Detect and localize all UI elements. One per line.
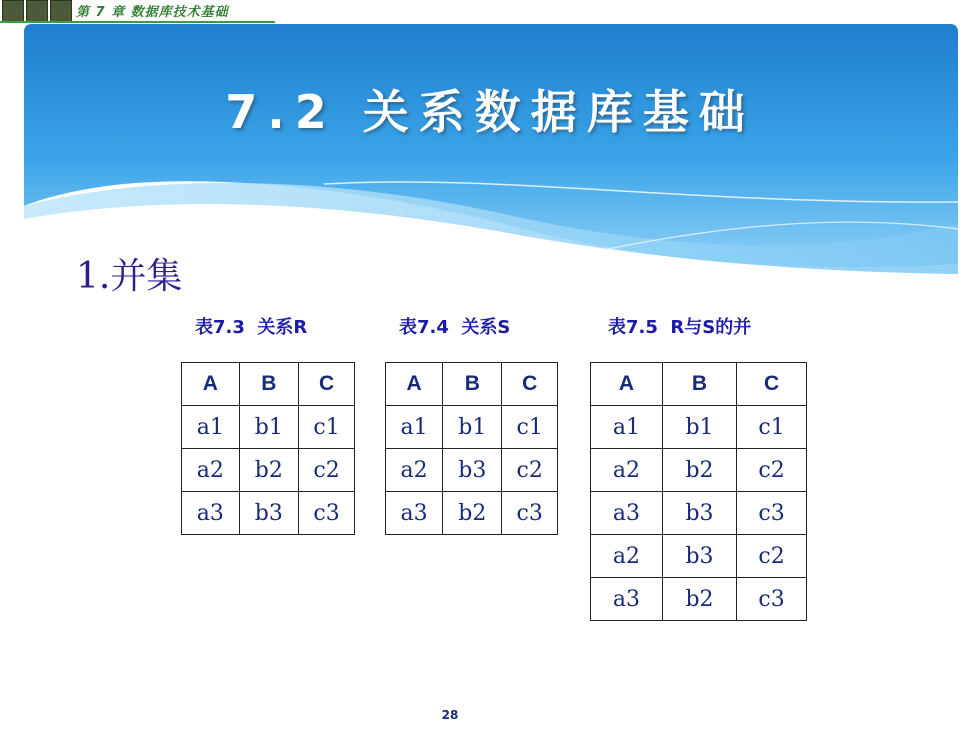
table-caption-union: 表7.5 R与S的并 <box>608 317 752 338</box>
table-cell: b1 <box>239 406 299 449</box>
column-header: A <box>182 363 240 406</box>
table-cell: a2 <box>182 449 240 492</box>
table-row <box>182 492 355 535</box>
slide-title: 7.2 关系数据库基础 <box>225 85 755 139</box>
table-cell: a3 <box>386 492 443 535</box>
table-cell: b3 <box>239 492 299 535</box>
header-strip <box>0 0 280 22</box>
table-cell: c2 <box>737 535 807 578</box>
section-heading: 1.并集 <box>76 256 183 297</box>
table-cell: a2 <box>591 535 663 578</box>
table-row <box>591 449 807 492</box>
table-cell: c1 <box>502 406 558 449</box>
table-cell: c3 <box>299 492 355 535</box>
table-cell: a3 <box>591 578 663 621</box>
table-cell: b1 <box>662 406 736 449</box>
chapter-title: 第 7 章 数据库技术基础 <box>76 5 229 20</box>
column-header: C <box>502 363 558 406</box>
table-cell: b1 <box>443 406 502 449</box>
table-cell: c3 <box>737 492 807 535</box>
table-cell: b2 <box>662 578 736 621</box>
table-row <box>182 449 355 492</box>
table-cell: b2 <box>443 492 502 535</box>
table-cell: c1 <box>299 406 355 449</box>
table-cell: c2 <box>737 449 807 492</box>
column-header: C <box>299 363 355 406</box>
table-cell: b2 <box>239 449 299 492</box>
column-header: B <box>443 363 502 406</box>
table-cell: c3 <box>502 492 558 535</box>
table-row <box>386 406 558 449</box>
title-banner <box>24 24 958 274</box>
table-caption-s: 表7.4 关系S <box>399 317 511 338</box>
table-cell: a2 <box>591 449 663 492</box>
table-row <box>591 492 807 535</box>
table-cell: a1 <box>386 406 443 449</box>
thumbnail-icon-2 <box>26 0 48 22</box>
table-header-row <box>386 363 558 406</box>
table-row <box>591 578 807 621</box>
table-cell: a3 <box>591 492 663 535</box>
table-cell: a2 <box>386 449 443 492</box>
column-header: C <box>737 363 807 406</box>
table-cell: b3 <box>662 535 736 578</box>
page-number: 28 <box>441 708 459 722</box>
table-cell: b3 <box>662 492 736 535</box>
table-cell: c3 <box>737 578 807 621</box>
table-row <box>182 406 355 449</box>
table-cell: a1 <box>591 406 663 449</box>
table-header-row <box>182 363 355 406</box>
thumbnail-icon-3 <box>50 0 72 22</box>
table-row <box>591 535 807 578</box>
table-cell: c2 <box>299 449 355 492</box>
table-cell: c1 <box>737 406 807 449</box>
table-cell: a1 <box>182 406 240 449</box>
union-table <box>590 362 807 621</box>
header-divider <box>0 21 275 23</box>
table-cell: a3 <box>182 492 240 535</box>
table-cell: b3 <box>443 449 502 492</box>
table-header-row <box>591 363 807 406</box>
relation-r-table <box>181 362 355 535</box>
table-caption-r: 表7.3 关系R <box>195 317 308 338</box>
table-row <box>386 492 558 535</box>
table-row <box>386 449 558 492</box>
column-header: A <box>386 363 443 406</box>
column-header: B <box>662 363 736 406</box>
table-cell: b2 <box>662 449 736 492</box>
column-header: B <box>239 363 299 406</box>
table-cell: c2 <box>502 449 558 492</box>
table-row <box>591 406 807 449</box>
relation-s-table <box>385 362 558 535</box>
column-header: A <box>591 363 663 406</box>
thumbnail-icon-1 <box>2 0 24 22</box>
